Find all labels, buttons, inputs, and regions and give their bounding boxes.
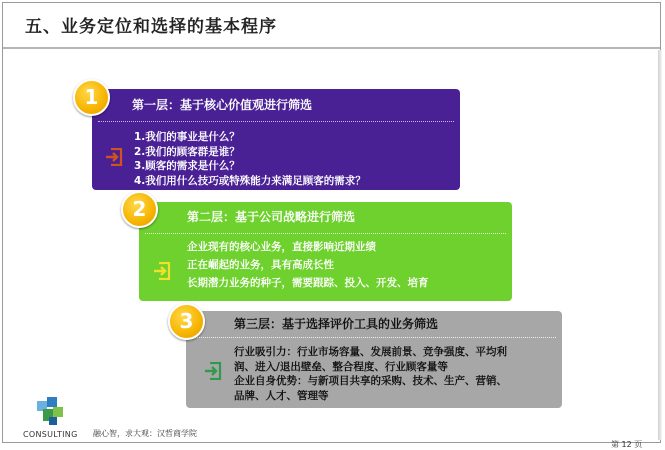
- layer-1-heading: 第一层：基于核心价值观进行筛选: [132, 98, 313, 112]
- enter-arrow-icon: [204, 362, 222, 380]
- layer-3-lines: [234, 345, 554, 403]
- consulting-logo-icon: [29, 395, 75, 433]
- logo-text: CONSULTING: [23, 430, 78, 439]
- frame-shadow: [658, 50, 662, 440]
- title-bar: [3, 3, 660, 47]
- layer-3-line: 润、进入/退出壁垒、整合程度、行业顾客量等: [234, 360, 448, 373]
- layer-3-line: 行业吸引力：行业市场容量、发展前景、竞争强度、平均利: [234, 346, 507, 358]
- layer-1-line: 1.我们的事业是什么？: [134, 131, 240, 143]
- enter-arrow-icon: [153, 262, 171, 280]
- layer-3-line: 企业自身优势：与新项目共享的采购、技术、生产、营销、: [234, 375, 507, 387]
- layer-1-divider: [98, 121, 454, 122]
- layer-2-box: [139, 202, 512, 301]
- layer-2-divider: [145, 233, 506, 234]
- enter-arrow-icon: [105, 148, 123, 166]
- layer-1-lines: [134, 130, 366, 188]
- layer-3-heading: 第三层：基于选择评价工具的业务筛选: [234, 317, 439, 331]
- title-divider: [3, 47, 660, 49]
- layer-2-lines: [187, 238, 429, 292]
- layer-2-heading: 第二层：基于公司战略进行筛选: [187, 210, 356, 224]
- layer-3-divider: [192, 337, 556, 338]
- number-badge-2: 2: [121, 191, 158, 228]
- layer-1-line: 2.我们的顾客群是谁？: [134, 145, 240, 158]
- layer-2-line: 正在崛起的业务，具有高成长性: [187, 259, 334, 271]
- slide-title: 五、业务定位和选择的基本程序: [25, 17, 277, 37]
- layer-3-line: 品牌、人才、管理等: [234, 389, 329, 402]
- page-number: 第 12 页: [611, 440, 643, 449]
- layer-1-box: [92, 89, 460, 190]
- number-badge-1: 1: [73, 79, 110, 116]
- layer-1-line: 3.顾客的需求是什么？: [134, 160, 240, 172]
- layer-2-line: 长期潜力业务的种子，需要跟踪、投入、开发、培育: [187, 277, 429, 289]
- footer-slogan: 融心智，求大观：汉哲商学院: [93, 429, 197, 438]
- layer-3-box: [186, 311, 562, 408]
- number-badge-3: 3: [168, 303, 205, 340]
- layer-1-line: 4.我们用什么技巧或特殊能力来满足顾客的需求？: [134, 174, 366, 187]
- layer-2-line: 企业现有的核心业务，直接影响近期业绩: [187, 241, 376, 253]
